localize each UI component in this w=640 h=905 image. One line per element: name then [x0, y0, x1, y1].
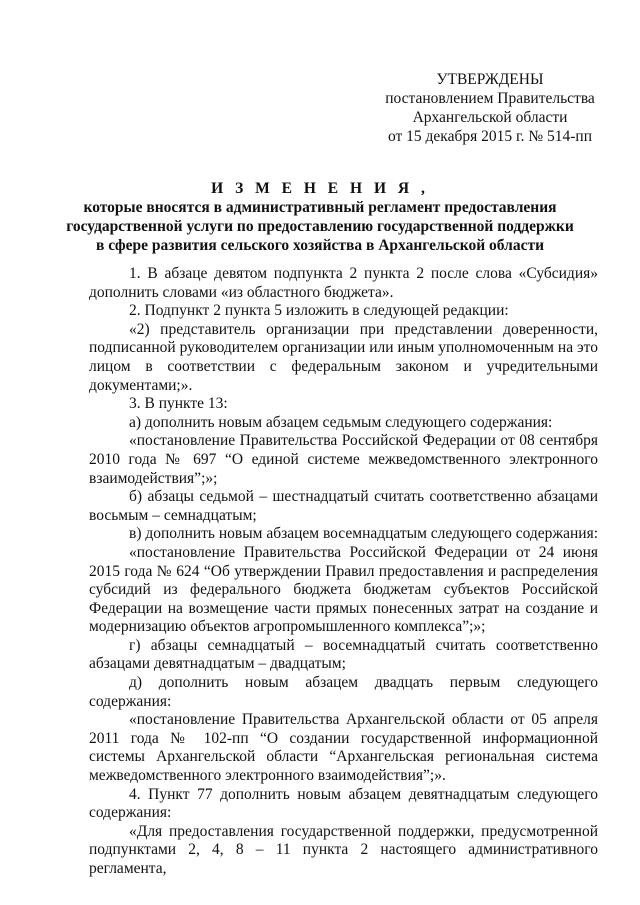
paragraph-6: «постановление Правительства Российской Федерации от 08 сентября 2010 года № 697 “О единой системе межведомственного электронного взаимодействия”;»; — [89, 432, 598, 487]
paragraph-11: д) дополнить новым абзацем двадцать первым следующего содержания: — [89, 674, 598, 710]
approval-region-line: Архангельской области — [412, 109, 568, 126]
paragraph-7: б) абзацы седьмой – шестнадцатый считать соответственно абзацами восьмым – семнадцатым; — [89, 488, 598, 524]
paragraph-2: 2. Подпункт 2 пункта 5 изложить в следующей редакции: — [129, 302, 509, 320]
paragraph-4: 3. В пункте 13: — [129, 395, 228, 413]
paragraph-3: «2) представитель организации при представлении доверенности, подписанной руководителем организации или иным уполномоченным на это лицом в соответствии с федеральным законом и учредительными документами;». — [89, 320, 598, 394]
paragraph-1: 1. В абзаце девятом подпункта 2 пункта 2 после слова «Субсидия» дополнить словами «из областного бюджета». — [89, 265, 598, 301]
paragraph-13: 4. Пункт 77 дополнить новым абзацем девятнадцатым следующего содержания: — [89, 785, 598, 822]
paragraph-12: «постановление Правительства Архангельской области от 05 апреля 2011 года № 102-пп “О создании государственной информационной системы Архангельской области “Архангельская региональная система межведомственного электронного взаимодействия”;». — [89, 711, 598, 785]
document-title — [60, 179, 580, 255]
approval-title: УТВЕРЖДЕНЫ — [436, 71, 544, 88]
paragraph-10: г) абзацы семнадцатый – восемнадцатый считать соответственно абзацами девятнадцатым – двадцатым; — [89, 636, 598, 673]
approval-date-line: от 15 декабря 2015 г. № 514-пп — [387, 128, 593, 145]
approval-decree-line: постановлением Правительства — [385, 90, 595, 107]
document-body — [89, 265, 598, 879]
paragraph-14: «Для предоставления государственной поддержки, предусмотренной подпунктами 2, 4, 8 – 11 пункта 2 настоящего административного регламента, — [89, 822, 598, 877]
paragraph-5: а) дополнить новым абзацем седьмым следующего содержания: — [129, 413, 553, 431]
paragraph-8: в) дополнить новым абзацем восемнадцатым следующего содержания: — [129, 525, 599, 543]
title-line-1: которые вносятся в административный регламент предоставления — [83, 199, 557, 216]
approval-stamp — [370, 70, 610, 146]
paragraph-9: «постановление Правительства Российской Федерации от 24 июня 2015 года № 624 “Об утверждении Правил предоставления и распределения субсидий из федерального бюджета бюджетам субъектов Российской Федерации на возмещение части прямых понесенных затрат на создание и модернизацию объектов агропромышленного комплекса”;»; — [89, 543, 598, 636]
title-heading: И З М Е Н Е Н И Я , — [211, 180, 429, 197]
title-line-2: государственной услуги по предоставлению государственной поддержки — [66, 218, 574, 235]
title-line-3: в сфере развития сельского хозяйства в Архангельской области — [95, 237, 545, 254]
